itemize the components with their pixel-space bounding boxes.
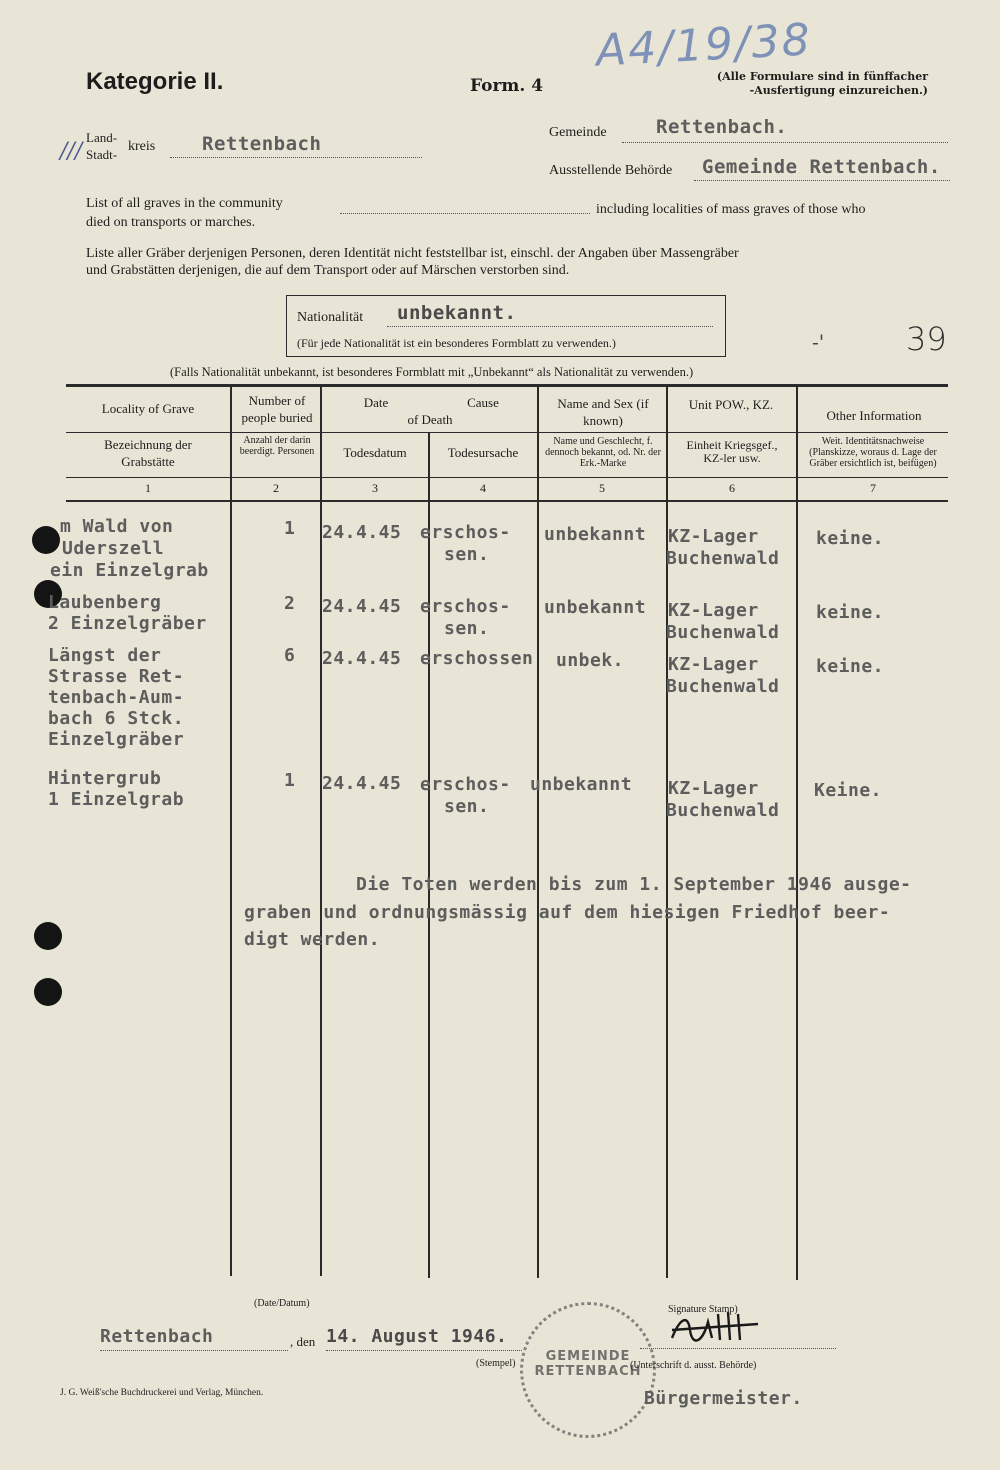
nationality-note: (Für jede Nationalität ist ein besonderes Formblatt zu verwenden.) [297,336,616,350]
col2-head: Number of people buried [241,393,313,425]
handwritten-reference: A4/19/38 [594,14,813,77]
row1-other: keine. [816,528,885,549]
row1-locality-2: Uderszell [62,538,165,559]
punch-hole-1 [32,526,60,554]
col2-sub: Anzahl der darin beerdigt. Personen [239,435,315,457]
col5-sub: Name und Geschlecht, f. dennoch bekannt, od. Nr. der Erk.-Marke [545,436,661,469]
row4-count: 1 [284,770,296,791]
row2-cause-1: erschos- [420,596,511,617]
row1-unit-2: Buchenwald [666,548,780,569]
intro-en-line1a: List of all graves in the community [86,196,283,211]
row2-name: unbekannt [544,597,647,618]
col6-head: Unit POW., KZ. [688,397,774,412]
intro-community-field [340,198,590,214]
signature-scribble [668,1308,764,1348]
col5-num: 5 [599,481,605,495]
col-divider-2 [320,386,322,1276]
row1-count: 1 [284,518,296,539]
row3-locality-5: Einzelgräber [48,729,185,750]
row1-cause-2: sen. [444,544,490,565]
intro-en-line1b: including localities of mass graves of those who [596,202,866,217]
gemeinde-field [622,116,948,143]
stamp-label: (Stempel) [476,1358,516,1369]
row3-locality-4: bach 6 Stck. [48,708,185,729]
row1-date: 24.4.45 [322,522,402,543]
den-label: , den [290,1334,316,1349]
nationality-value: unbekannt. [397,302,517,324]
punch-hole-4 [34,978,62,1006]
col3-num: 3 [372,481,378,495]
row4-name: unbekannt [530,774,633,795]
footer-date-field [326,1326,522,1351]
signature-label-2: (Unterschrift d. ausst. Behörde) [630,1360,757,1371]
kreis-field [170,135,422,158]
gemeinde-value: Rettenbach. [656,116,788,138]
land-strike: /// [60,139,83,164]
col1-head: Locality of Grave [101,401,195,416]
signature-label: Signature Stamp) [668,1304,738,1315]
row3-count: 6 [284,645,296,666]
intro-en-line2: died on transports or marches. [86,215,256,230]
row3-locality-3: tenbach-Aum- [48,687,185,708]
remark-line1: Die Toten werden bis zum 1. September 1946 ausge- [356,874,912,895]
header-note-line1: (Alle Formulare sind in fünffacher [716,70,928,83]
table-head-bottom-rule [66,500,948,502]
row4-locality-1: Hintergrub [48,768,162,789]
printer-line: J. G. Weiß'sche Buchdruckerei und Verlag, München. [60,1388,264,1398]
footer-place: Rettenbach [100,1326,214,1347]
signature-line [640,1346,836,1349]
nationality-box [286,295,726,357]
row3-unit-2: Buchenwald [666,676,780,697]
col3-sub: Todesdatum [343,445,407,460]
row1-locality-3: ein Einzelgrab [50,560,209,581]
row2-cause-2: sen. [444,618,490,639]
row2-date: 24.4.45 [322,596,402,617]
behoerde-label: Ausstellende Behörde [549,163,673,178]
table-num-rule [66,477,948,478]
row2-other: keine. [816,602,885,623]
nationality-label: Nationalität [297,310,364,325]
row2-unit-2: Buchenwald [666,622,780,643]
row4-date: 24.4.45 [322,773,402,794]
col-divider-3 [428,432,430,1278]
kreis-value: Rettenbach [202,133,322,155]
intro-de-line1: Liste aller Gräber derjenigen Personen, deren Identität nicht feststellbar ist, einschl. der Angaben über Massengräber [86,246,739,261]
row1-cause-1: erschos- [420,522,511,543]
col5-head: Name and Sex (if known) [557,396,649,428]
header-note [690,70,928,98]
row3-locality-1: Längst der [48,645,162,666]
stadt-label: Stadt- [86,147,118,162]
date-label: (Date/Datum) [254,1298,310,1309]
row1-name: unbekannt [544,524,647,545]
stamp-text: GEMEINDE RETTENBACH [534,1349,642,1379]
kreis-label: kreis [128,139,156,154]
row2-locality-1: Laubenberg [48,592,162,613]
row3-name: unbek. [556,650,625,671]
row4-cause-2: sen. [444,796,490,817]
place-field [100,1326,288,1351]
row2-count: 2 [284,593,296,614]
nationality-field [387,302,713,327]
row3-date: 24.4.45 [322,648,402,669]
row4-locality-2: 1 Einzelgrab [48,789,185,810]
row3-locality-2: Strasse Ret- [48,666,185,687]
row4-unit-1: KZ-Lager [668,778,759,799]
gemeinde-label: Gemeinde [549,125,607,140]
row2-locality-2: 2 Einzelgräber [48,613,207,634]
row4-unit-2: Buchenwald [666,800,780,821]
header-note-line2: -Ausfertigung einzureichen.) [749,84,928,97]
footer-date: 14. August 1946. [326,1326,508,1347]
page-number: 39 [906,320,947,358]
form-number: Form. 4 [470,76,544,96]
row2-unit-1: KZ-Lager [668,600,759,621]
row3-unit-1: KZ-Lager [668,654,759,675]
category-title: Kategorie II. [86,68,224,95]
col7-num: 7 [870,481,876,495]
col7-head: Other Information [826,408,922,423]
col-divider-4 [537,386,539,1278]
row1-locality-1: m Wald von [60,516,174,537]
col3-4-of-death: of Death [407,412,453,427]
col4-head: Cause [467,395,499,410]
col-divider-6 [796,386,798,1280]
row4-other: Keine. [814,780,883,801]
row4-cause-1: erschos- [420,774,511,795]
land-label: Land- [86,130,118,145]
col4-sub: Todesursache [447,445,519,460]
col1-num: 1 [145,481,151,495]
signer-title: Bürgermeister. [644,1388,803,1409]
remark-line3: digt werden. [244,929,381,950]
nationality-footnote: (Falls Nationalität unbekannt, ist besonderes Formblatt mit „Unbekannt“ als Nationalität zu verwenden.) [170,365,694,379]
col1-sub: Bezeichnung der Grabstätte [104,437,192,469]
punch-hole-3 [34,922,62,950]
signature-icon [668,1308,764,1348]
col7-sub: Weit. Identitätsnachweise (Planskizze, woraus d. Lage der Gräber ersichtlich ist, beifügen) [809,436,937,469]
col6-sub: Einheit Kriegsgef., KZ-ler usw. [686,438,778,465]
col3-head: Date [363,395,389,410]
table-mid-rule [66,432,948,433]
col-divider-1 [230,386,232,1276]
behoerde-field [694,158,950,181]
col2-num: 2 [273,481,279,495]
remark-line2: graben und ordnungsmässig auf dem hiesigen Friedhof beer- [244,902,891,923]
row3-cause-1: erschossen [420,648,534,669]
row1-unit-1: KZ-Lager [668,526,759,547]
pencil-dashes: -' [812,330,825,354]
row3-other: keine. [816,656,885,677]
table-top-rule [66,384,948,387]
col-divider-5 [666,386,668,1278]
intro-de-line2: und Grabstätten derjenigen, die auf dem Transport oder auf Märschen verstorben sind. [86,263,570,278]
col6-num: 6 [729,481,735,495]
col4-num: 4 [480,481,486,495]
behoerde-value: Gemeinde Rettenbach. [702,156,941,178]
